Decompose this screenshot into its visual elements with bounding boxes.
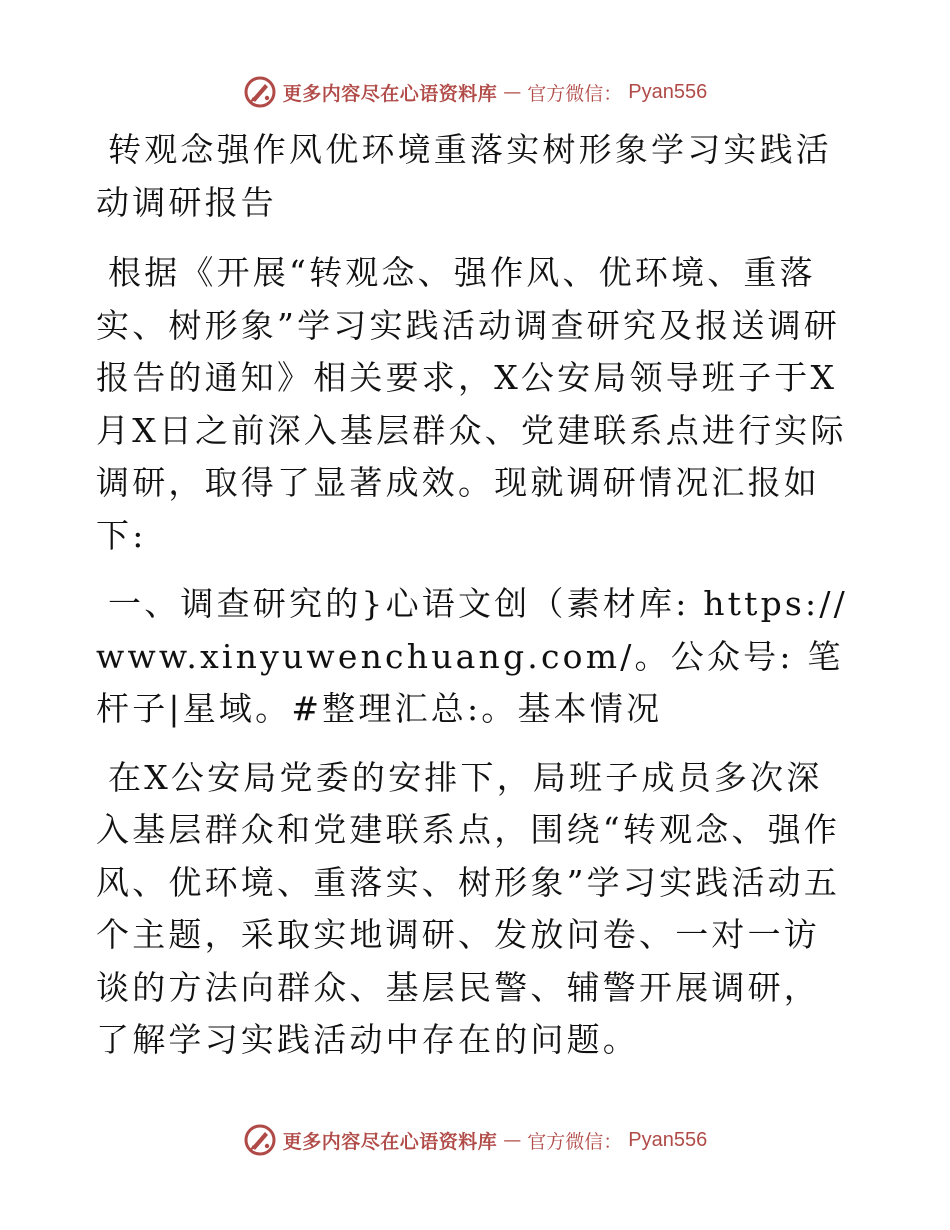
document-body [96, 124, 856, 1083]
header-wechat-id: Pyan556 [628, 80, 708, 103]
footer-wechat-id: Pyan556 [628, 1128, 708, 1151]
paragraph-basic-situation [96, 752, 856, 1067]
document-title-text: 转观念强作风优环境重落实树形象学习实践活动调研报告 [96, 130, 832, 222]
brand-logo-icon [243, 75, 277, 109]
paragraph-intro-text: 根据《开展“转观念、强作风、优环境、重落实、树形象”学习实践活动调查研究及报送调研报告的通知》相关要求，X公安局领导班子于X月X日之前深入基层群众、党建联系点进行实际调研，取得了显著成效。现就调研情况汇报如下: [96, 253, 847, 555]
document-title [96, 124, 856, 229]
brand-logo-icon [243, 1123, 277, 1157]
header-banner-text: 更多内容尽在心语资料库 [282, 82, 498, 105]
footer-banner-text: 更多内容尽在心语资料库 [282, 1130, 498, 1153]
footer-banner-dash: — [503, 1129, 522, 1151]
footer-banner [0, 1120, 950, 1160]
header-banner [0, 72, 950, 112]
paragraph-section-heading [96, 578, 856, 736]
header-banner-dash: — [503, 81, 522, 103]
paragraph-intro [96, 247, 856, 562]
footer-wechat-label: 官方微信： [527, 1130, 623, 1153]
header-wechat-label: 官方微信： [527, 82, 623, 105]
paragraph-section-heading-text: 一、调查研究的}心语文创（素材库: https://www.xinyuwenchuang.com/。公众号: 笔杆子|星域。#整理汇总:。基本情况 [96, 584, 848, 728]
paragraph-basic-situation-text: 在X公安局党委的安排下，局班子成员多次深入基层群众和党建联系点，围绕“转观念、强作风、优环境、重落实、树形象”学习实践活动五个主题，采取实地调研、发放问卷、一对一访谈的方法向群众、基层民警、辅警开展调研，了解学习实践活动中存在的问题。 [96, 757, 841, 1059]
